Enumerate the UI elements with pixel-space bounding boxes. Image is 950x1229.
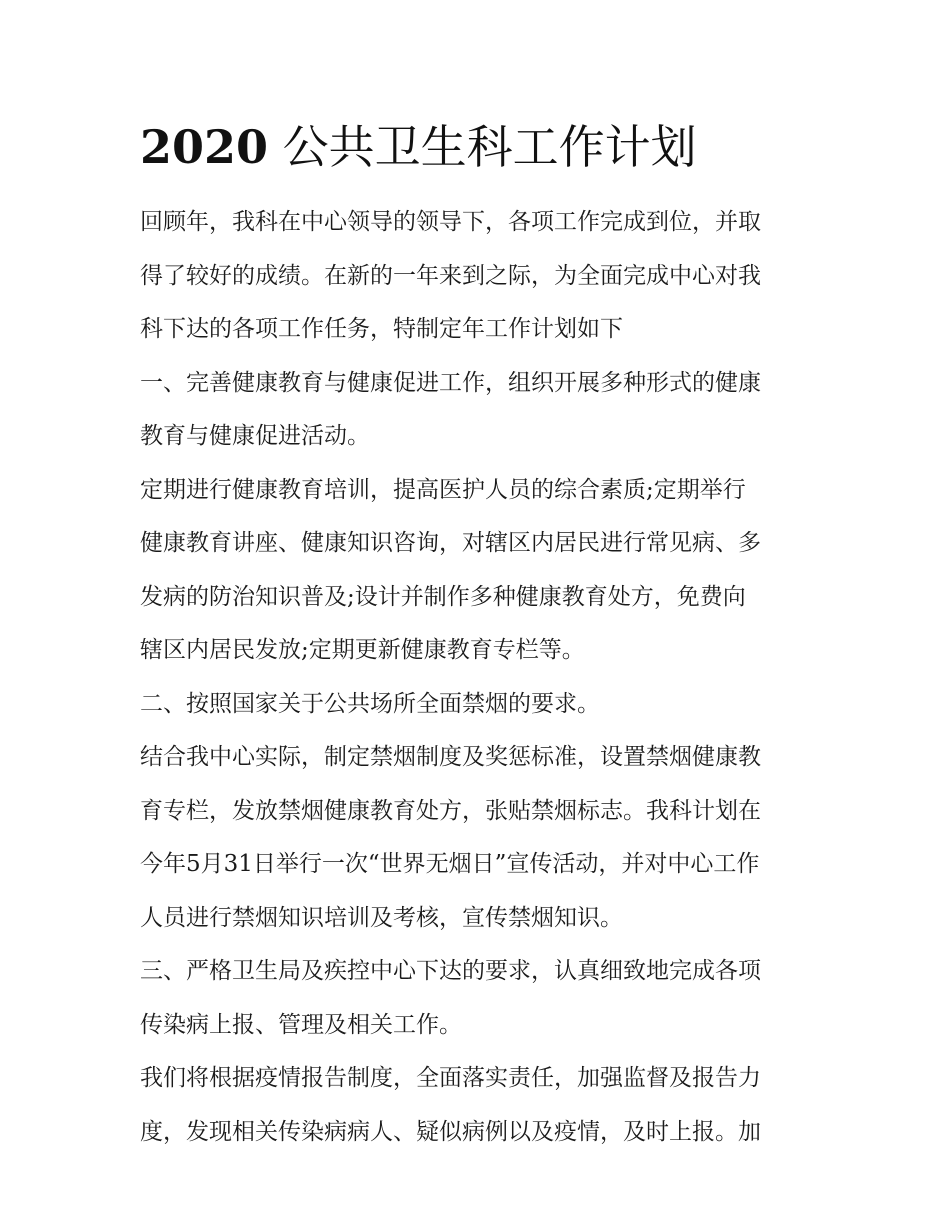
- section-heading-3: 三、严格卫生局及疾控中心下达的要求，认真细致地完成各项: [140, 958, 761, 984]
- body-line: 度，发现相关传染病病人、疑似病例以及疫情，及时上报。加: [140, 1118, 761, 1145]
- body-line: 今年5月31日举行一次“世界无烟日”宣传活动，并对中心工作: [140, 851, 760, 877]
- body-line: 得了较好的成绩。在新的一年来到之际，为全面完成中心对我: [140, 262, 761, 289]
- document-title: [140, 112, 697, 182]
- section-heading-3-cont: 传染病上报、管理及相关工作。: [140, 1011, 462, 1038]
- title-year: 2020: [140, 120, 269, 174]
- body-line: 健康教育讲座、健康知识咨询，对辖区内居民进行常见病、多: [140, 530, 761, 556]
- title-text: 公共卫生科工作计划: [282, 120, 697, 174]
- body-line: 科下达的各项工作任务，特制定年工作计划如下: [140, 316, 623, 342]
- body-line: 结合我中心实际，制定禁烟制度及奖惩标准，设置禁烟健康教: [140, 744, 761, 770]
- section-heading-2: 二、按照国家关于公共场所全面禁烟的要求。: [140, 690, 600, 717]
- section-heading-1-cont: 教育与健康促进活动。: [140, 423, 370, 449]
- document-body: [140, 196, 812, 1159]
- body-line: 定期进行健康教育培训，提高医护人员的综合素质;定期举行: [140, 476, 746, 503]
- section-heading-1: 一、完善健康教育与健康促进工作，组织开展多种形式的健康: [140, 369, 761, 396]
- body-line: 育专栏，发放禁烟健康教育处方，张贴禁烟标志。我科计划在: [140, 797, 761, 824]
- body-line: 发病的防治知识普及;设计并制作多种健康教育处方，免费向: [140, 583, 746, 610]
- body-line: 我们将根据疫情报告制度，全面落实责任，加强监督及报告力: [140, 1065, 761, 1091]
- body-line: 人员进行禁烟知识培训及考核，宣传禁烟知识。: [140, 904, 623, 931]
- body-line: 辖区内居民发放;定期更新健康教育专栏等。: [140, 637, 585, 663]
- body-line: 回顾年，我科在中心领导的领导下，各项工作完成到位，并取: [140, 209, 761, 235]
